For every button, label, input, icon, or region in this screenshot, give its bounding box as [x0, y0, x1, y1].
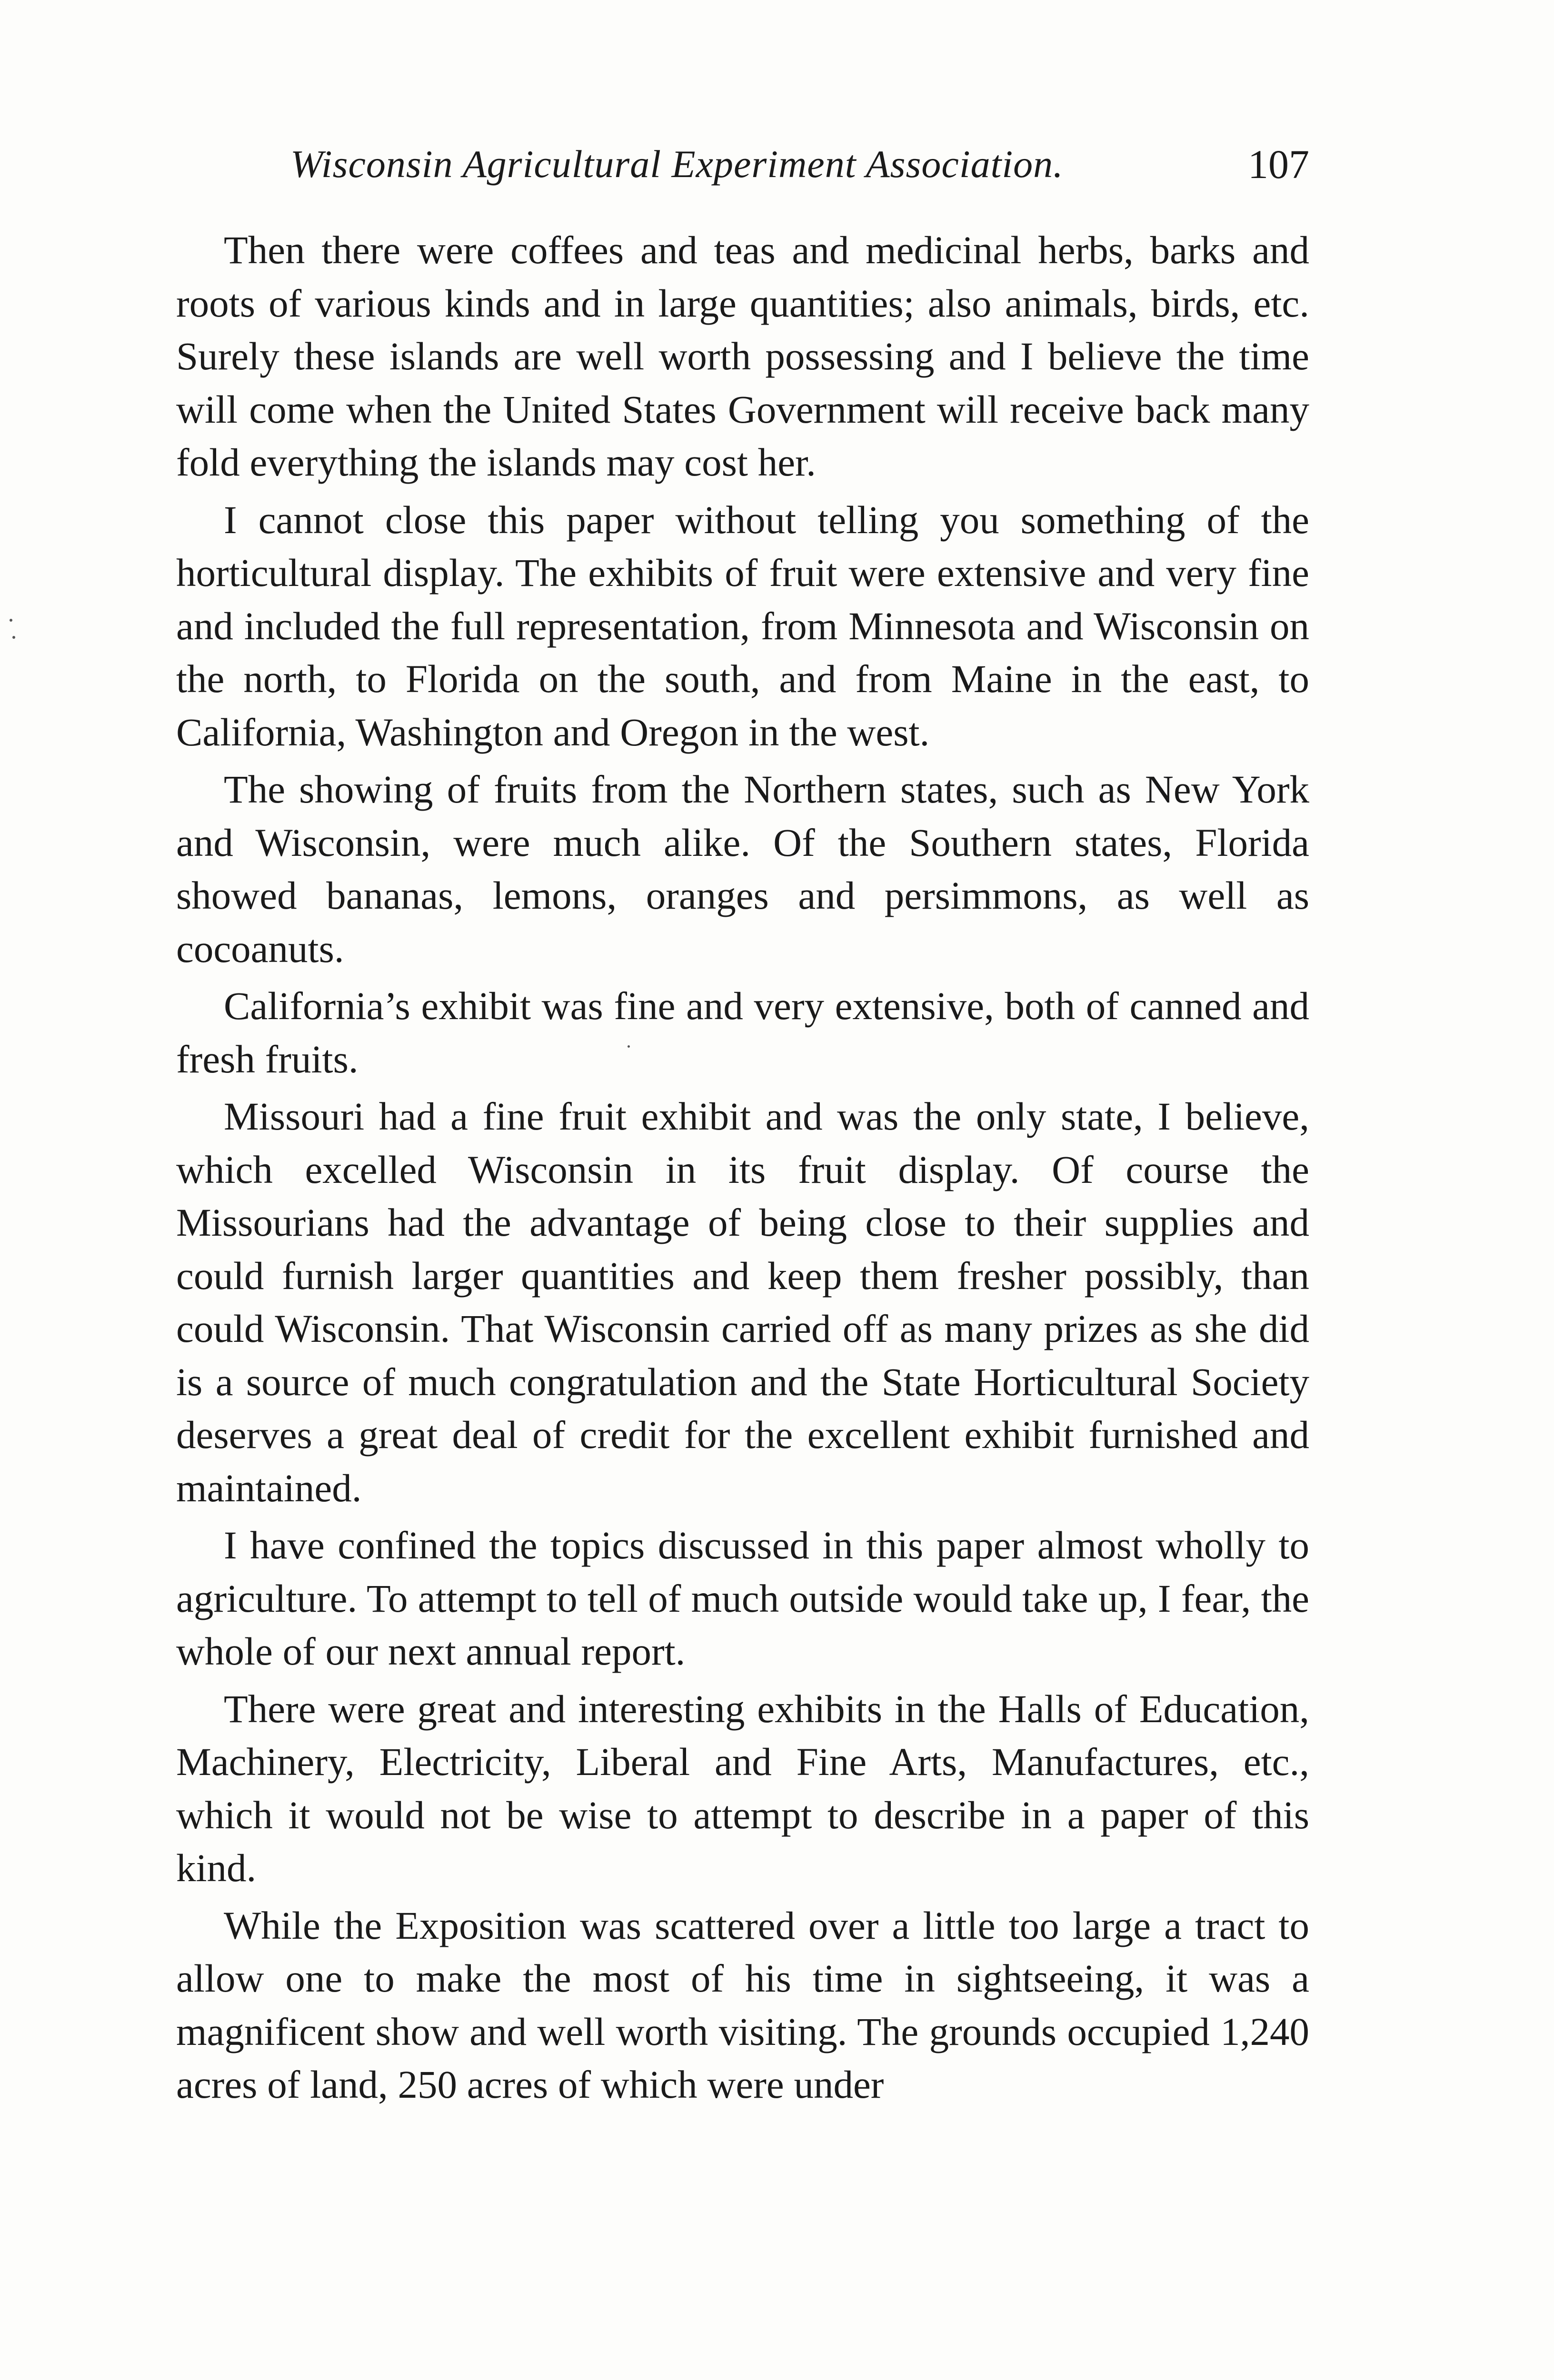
paragraph-exposition-grounds: While the Exposition was scattered over a little too large a tract to allow one to make the most of his time in sightseeing, it was a magnificent show and well worth visiting. The grounds occupied 1,240 acres of land, 250 acres of which were under — [176, 1903, 1309, 2106]
running-head — [176, 138, 1309, 190]
paragraph-horticultural-display: I cannot close this paper without telling you something of the horticultural display. The exhibits of fruit were extensive and very fine and included the full representation, from Minnesota and Wisconsin on the north, to Florida on the south, and from Maine in the east, to California, Washington and Oregon in the west. — [176, 497, 1309, 754]
scan-speck — [12, 636, 15, 639]
scan-speck — [10, 619, 12, 622]
paragraph-coffees-teas: Then there were coffees and teas and medicinal herbs, barks and roots of various kinds and in large quantities; also animals, birds, etc. Surely these islands are well worth possessing and I believe the time will come when the United States Government will receive back many fold everything the islands may cost her. — [176, 228, 1309, 484]
paragraph-topics-confined: I have confined the topics discussed in this paper almost wholly to agriculture. To attempt to tell of much outside would take up, I fear, the whole of our next annual report. — [176, 1523, 1309, 1673]
body-text — [176, 224, 1309, 2116]
running-title: Wisconsin Agricultural Experiment Association. — [290, 142, 1064, 186]
paragraph-halls-exhibits: There were great and interesting exhibits in the Halls of Education, Machinery, Electricity, Liberal and Fine Arts, Manufactures, etc., which it would not be wise to attempt to describe in a paper of this kind. — [176, 1686, 1309, 1890]
paragraph-northern-southern-fruits: The showing of fruits from the Northern states, such as New York and Wisconsin, were much alike. Of the Southern states, Florida showed bananas, lemons, oranges and persimmons, as well as cocoanuts. — [176, 767, 1309, 971]
paragraph-california-exhibit: California’s exhibit was fine and very extensive, both of canned and fresh fruits. — [176, 984, 1309, 1081]
paragraph-missouri-exhibit: Missouri had a fine fruit exhibit and was the only state, I believe, which excelled Wisconsin in its fruit display. Of course the Missourians had the advantage of being close to their supplies and could furnish larger quantities and keep them fresher possibly, than could Wisconsin. That Wisconsin carried off as many prizes as she did is a source of much congratulation and the State Horticultural Society deserves a great deal of credit for the excellent exhibit furnished and maintained. — [176, 1094, 1309, 1510]
scan-speck — [628, 1045, 630, 1048]
page-number: 107 — [1248, 141, 1309, 187]
